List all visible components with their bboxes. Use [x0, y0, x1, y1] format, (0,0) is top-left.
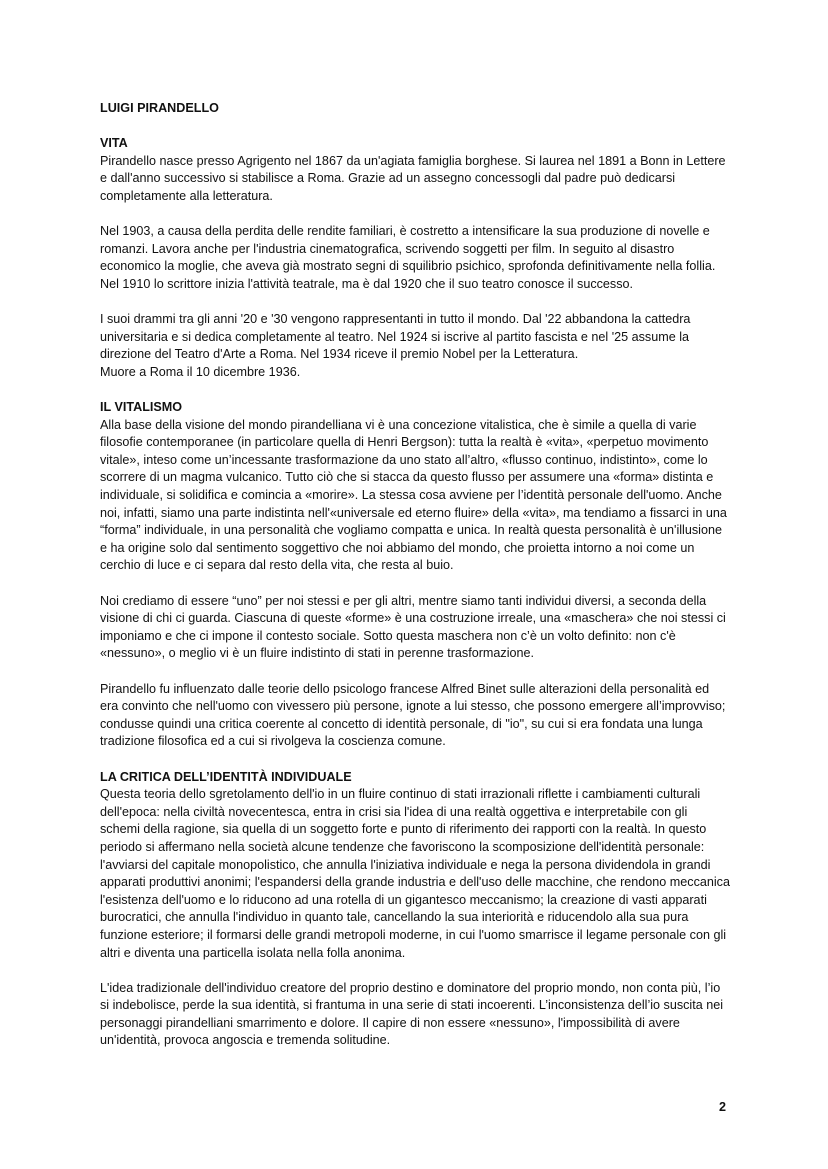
document-page: [100, 100, 730, 1068]
paragraph: Nel 1903, a causa della perdita delle rendite familiari, è costretto a intensificare la sua produzione di novelle e romanzi. Lavora anche per l'industria cinematografica, scrivendo soggetti per film. In seguito al disastro economico la moglie, che aveva già mostrato segni di squilibrio psichico, sprofonda definitivamente nella follia. Nel 1910 lo scrittore inizia l'attività teatrale, ma è dal 1920 che il suo teatro conosce il successo.: [100, 224, 716, 291]
section-heading-vitalismo: IL VITALISMO: [100, 400, 183, 415]
paragraph: Muore a Roma il 10 dicembre 1936.: [100, 364, 301, 379]
paragraph: Alla base della visione del mondo pirandelliana vi è una concezione vitalistica, che è simile a quella di varie filosofie contemporanee (in particolare quella di Henri Bergson): tutta la realtà è «vita», «perpetuo movimento vitale», inteso come un’incessante trasformazione da uno stato all’altro, «flusso continuo, indistinto», come lo scorrere di un magma vulcanico. Tutto ciò che si stacca da questo flusso per assumere una «forma» distinta e individuale, si solidifica e comincia a «morire». La stessa cosa avviene per l’identità personale dell'uomo. Anche noi, infatti, siamo una parte indistinta nell'«universale ed eterno fluire» della «vita», ma tendiamo a fissarci in una “forma” individuale, in una personalità che vogliamo compatta e unica. In realtà questa personalità è un'illusione e ha origine solo dal sentimento soggettivo che noi abbiamo del mondo, che proietta intorno a noi come un cerchio di luce e ci separa dal resto della vita, che resta al buio.: [100, 417, 727, 573]
document-title: LUIGI PIRANDELLO: [100, 101, 219, 115]
section-critica-identita: [100, 769, 730, 1051]
paragraph: Questa teoria dello sgretolamento dell'io in un fluire continuo di stati irrazionali riflette i cambiamenti culturali dell'epoca: nella civiltà novecentesca, entra in crisi sia l'idea di una realtà oggettiva e interpretabile con gli schemi della ragione, sia quella di un soggetto forte e punto di riferimento dei rapporti con la realtà. In questo periodo si affermano nella società alcune tendenze che favoriscono la scomposizione dell'identità personale: l'avviarsi del capitale monopolistico, che annulla l'iniziativa individuale e nega la persona dividendola in grandi apparati produttivi anonimi; l'espandersi della grande industria e dell'uso delle macchine, che rendono meccanica l'esistenza dell'uomo e lo riducono ad una rotella di un gigantesco meccanismo; la creazione di vasti apparati burocratici, che annulla l'individuo in quanto tale, cancellando la sua interiorità e riducendolo alla sua pura funzione esteriore; il formarsi delle grandi metropoli moderne, in cui l'uomo smarrisce il legame personale con gli altri e diventa una particella isolata nella folla anonima.: [100, 787, 730, 960]
section-vita: [100, 135, 730, 381]
section-vitalismo: [100, 399, 730, 751]
page-number: 2: [719, 1100, 727, 1114]
paragraph: I suoi drammi tra gli anni '20 e '30 vengono rappresentanti in tutto il mondo. Dal '22 abbandona la cattedra universitaria e si dedica completamente al teatro. Nel 1924 si iscrive al partito fascista e nel '25 assume la direzione del Teatro d'Arte a Roma. Nel 1934 riceve il premio Nobel per la Letteratura.: [100, 312, 691, 362]
paragraph: Noi crediamo di essere “uno” per noi stessi e per gli altri, mentre siamo tanti individui diversi, a seconda della visione di chi ci guarda. Ciascuna di queste «forme» è una costruzione irreale, una «maschera» che noi stessi ci imponiamo e che ci impone il contesto sociale. Sotto questa maschera non c’è un volto definito: non c'è «nessuno», o meglio vi è un fluire indistinto di stati in perenne trasformazione.: [100, 593, 726, 661]
section-heading-critica: LA CRITICA DELL’IDENTITÀ INDIVIDUALE: [100, 769, 352, 784]
paragraph: Pirandello fu influenzato dalle teorie dello psicologo francese Alfred Binet sulle alterazioni della personalità ed era convinto che nell'uomo con vivessero più persone, ignote a lui stesso, che possono emergere all’improvviso; condusse quindi una critica coerente al concetto di identità personale, di "io", su cui si era fondata una lunga tradizione filosofica ed a cui si rivolgeva la coscienza comune.: [100, 681, 726, 749]
section-heading-vita: VITA: [100, 136, 128, 151]
paragraph: Pirandello nasce presso Agrigento nel 1867 da un'agiata famiglia borghese. Si laurea nel 1891 a Bonn in Lettere e dall'anno successivo si stabilisce a Roma. Grazie ad un assegno concessogli dal padre può dedicarsi completamente alla letteratura.: [100, 153, 726, 203]
paragraph: L'idea tradizionale dell'individuo creatore del proprio destino e dominatore del proprio mondo, non conta più, l’io si indebolisce, perde la sua identità, si frantuma in una serie di stati incoerenti. L’inconsistenza dell’io suscita nei personaggi pirandelliani smarrimento e dolore. Il capire di non essere «nessuno», l'impossibilità di avere un'identità, provoca angoscia e tremenda solitudine.: [100, 980, 724, 1048]
